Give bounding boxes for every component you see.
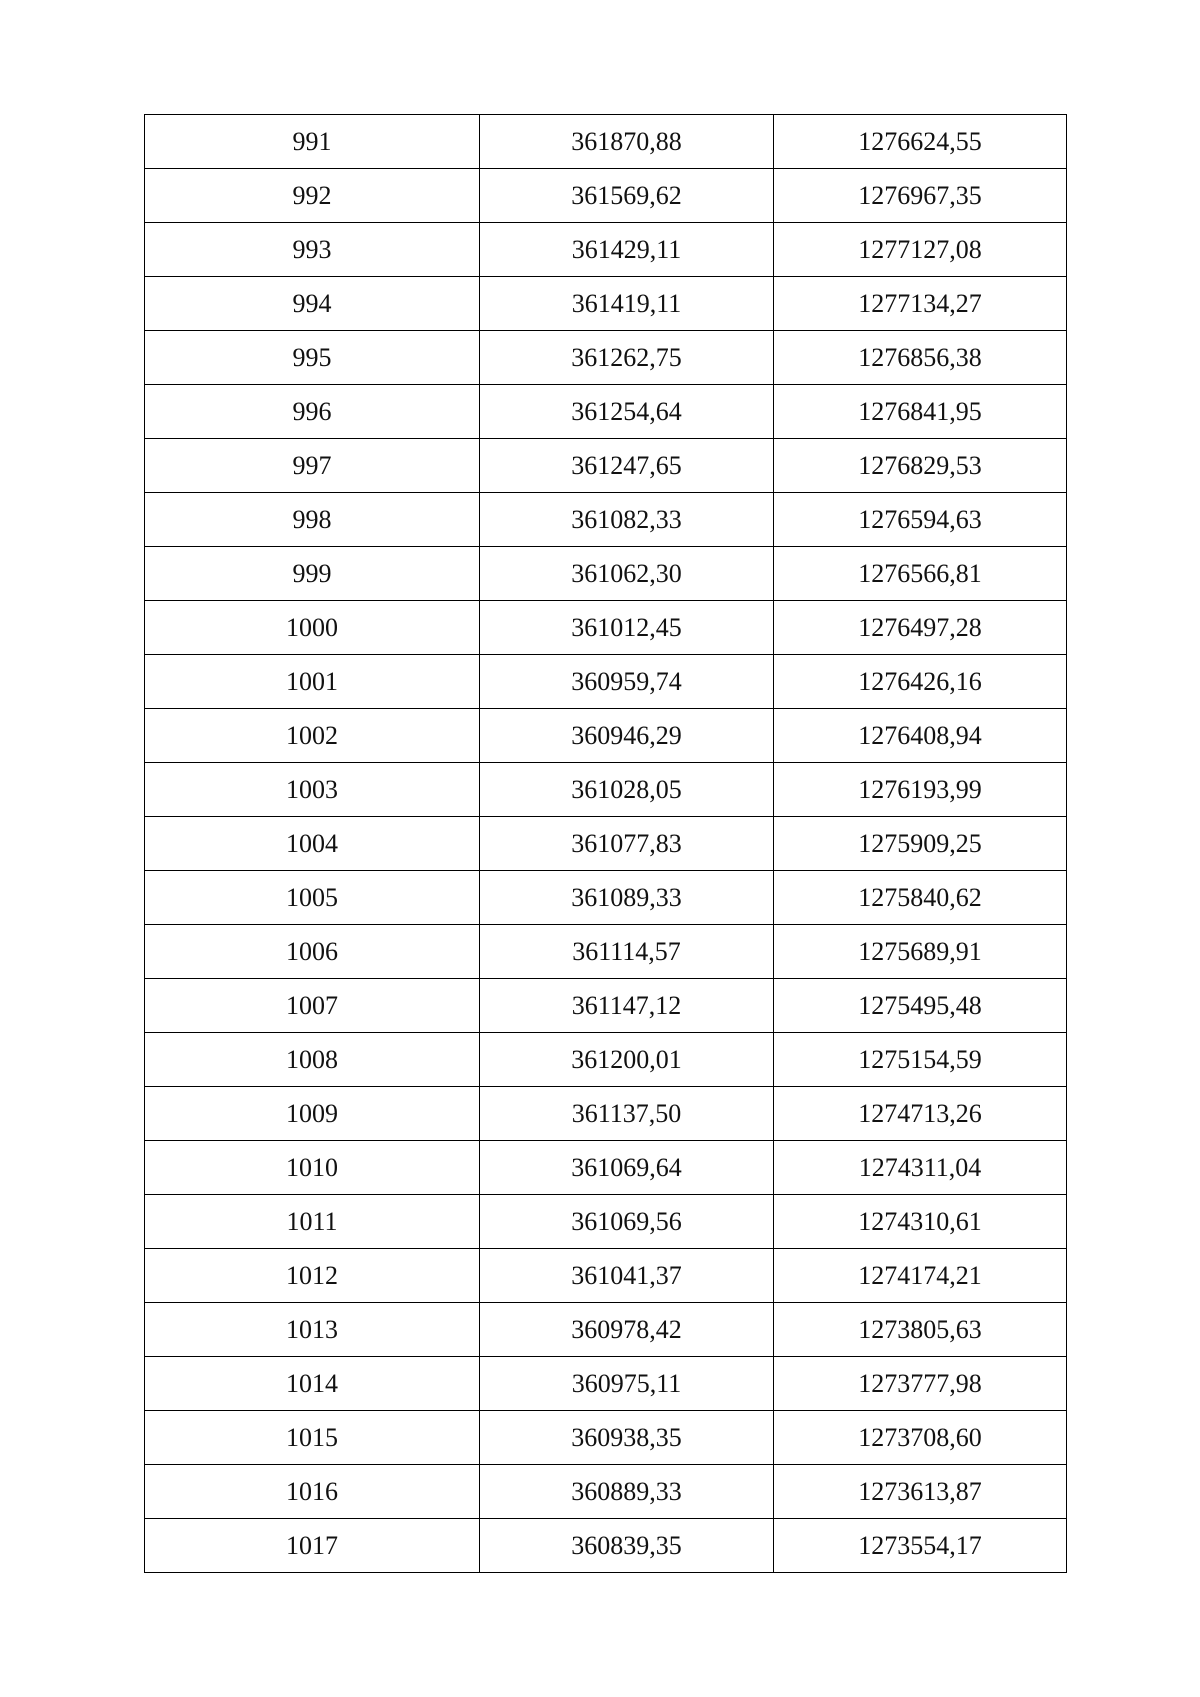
y-coordinate-cell: 1274311,04	[774, 1141, 1067, 1195]
point-number-cell: 1002	[145, 709, 480, 763]
table-row	[145, 817, 1067, 871]
table-row	[145, 1357, 1067, 1411]
y-coordinate-cell: 1276967,35	[774, 169, 1067, 223]
y-coordinate-cell: 1276566,81	[774, 547, 1067, 601]
x-coordinate-cell: 361137,50	[480, 1087, 774, 1141]
y-coordinate-cell: 1276594,63	[774, 493, 1067, 547]
point-number-cell: 1009	[145, 1087, 480, 1141]
table-row	[145, 709, 1067, 763]
y-coordinate-cell: 1273613,87	[774, 1465, 1067, 1519]
x-coordinate-cell: 360959,74	[480, 655, 774, 709]
x-coordinate-cell: 361114,57	[480, 925, 774, 979]
table-row	[145, 979, 1067, 1033]
y-coordinate-cell: 1276829,53	[774, 439, 1067, 493]
x-coordinate-cell: 361870,88	[480, 115, 774, 169]
y-coordinate-cell: 1275154,59	[774, 1033, 1067, 1087]
point-number-cell: 1000	[145, 601, 480, 655]
table-row	[145, 655, 1067, 709]
x-coordinate-cell: 361247,65	[480, 439, 774, 493]
point-number-cell: 1006	[145, 925, 480, 979]
y-coordinate-cell: 1277134,27	[774, 277, 1067, 331]
table-row	[145, 871, 1067, 925]
point-number-cell: 1013	[145, 1303, 480, 1357]
point-number-cell: 1012	[145, 1249, 480, 1303]
point-number-cell: 994	[145, 277, 480, 331]
x-coordinate-cell: 361419,11	[480, 277, 774, 331]
point-number-cell: 1004	[145, 817, 480, 871]
y-coordinate-cell: 1276624,55	[774, 115, 1067, 169]
point-number-cell: 1016	[145, 1465, 480, 1519]
y-coordinate-cell: 1274713,26	[774, 1087, 1067, 1141]
point-number-cell: 998	[145, 493, 480, 547]
point-number-cell: 997	[145, 439, 480, 493]
point-number-cell: 993	[145, 223, 480, 277]
x-coordinate-cell: 361254,64	[480, 385, 774, 439]
x-coordinate-cell: 361077,83	[480, 817, 774, 871]
y-coordinate-cell: 1276497,28	[774, 601, 1067, 655]
x-coordinate-cell: 361062,30	[480, 547, 774, 601]
y-coordinate-cell: 1275495,48	[774, 979, 1067, 1033]
point-number-cell: 999	[145, 547, 480, 601]
x-coordinate-cell: 360839,35	[480, 1519, 774, 1573]
y-coordinate-cell: 1274310,61	[774, 1195, 1067, 1249]
table-row	[145, 1033, 1067, 1087]
x-coordinate-cell: 360889,33	[480, 1465, 774, 1519]
x-coordinate-cell: 361569,62	[480, 169, 774, 223]
point-number-cell: 1010	[145, 1141, 480, 1195]
y-coordinate-cell: 1273708,60	[774, 1411, 1067, 1465]
point-number-cell: 1005	[145, 871, 480, 925]
table-row	[145, 1411, 1067, 1465]
table-row	[145, 1519, 1067, 1573]
x-coordinate-cell: 361069,56	[480, 1195, 774, 1249]
table-row	[145, 1087, 1067, 1141]
table-row	[145, 925, 1067, 979]
x-coordinate-cell: 361082,33	[480, 493, 774, 547]
x-coordinate-cell: 361147,12	[480, 979, 774, 1033]
y-coordinate-cell: 1277127,08	[774, 223, 1067, 277]
x-coordinate-cell: 361028,05	[480, 763, 774, 817]
table-row	[145, 1141, 1067, 1195]
table-row	[145, 169, 1067, 223]
y-coordinate-cell: 1275689,91	[774, 925, 1067, 979]
x-coordinate-cell: 361041,37	[480, 1249, 774, 1303]
coordinates-table-body	[145, 115, 1067, 1573]
point-number-cell: 1017	[145, 1519, 480, 1573]
y-coordinate-cell: 1276841,95	[774, 385, 1067, 439]
point-number-cell: 1014	[145, 1357, 480, 1411]
y-coordinate-cell: 1276193,99	[774, 763, 1067, 817]
point-number-cell: 1015	[145, 1411, 480, 1465]
point-number-cell: 1011	[145, 1195, 480, 1249]
table-row	[145, 547, 1067, 601]
x-coordinate-cell: 361012,45	[480, 601, 774, 655]
x-coordinate-cell: 361089,33	[480, 871, 774, 925]
point-number-cell: 995	[145, 331, 480, 385]
table-row	[145, 493, 1067, 547]
y-coordinate-cell: 1273554,17	[774, 1519, 1067, 1573]
y-coordinate-cell: 1275840,62	[774, 871, 1067, 925]
y-coordinate-cell: 1273805,63	[774, 1303, 1067, 1357]
y-coordinate-cell: 1276856,38	[774, 331, 1067, 385]
x-coordinate-cell: 361262,75	[480, 331, 774, 385]
table-row	[145, 1249, 1067, 1303]
point-number-cell: 1008	[145, 1033, 480, 1087]
point-number-cell: 1007	[145, 979, 480, 1033]
table-row	[145, 331, 1067, 385]
y-coordinate-cell: 1274174,21	[774, 1249, 1067, 1303]
point-number-cell: 1001	[145, 655, 480, 709]
y-coordinate-cell: 1276408,94	[774, 709, 1067, 763]
y-coordinate-cell: 1276426,16	[774, 655, 1067, 709]
x-coordinate-cell: 360946,29	[480, 709, 774, 763]
x-coordinate-cell: 361200,01	[480, 1033, 774, 1087]
table-row	[145, 385, 1067, 439]
table-row	[145, 1303, 1067, 1357]
coordinates-table	[144, 114, 1067, 1573]
x-coordinate-cell: 360978,42	[480, 1303, 774, 1357]
table-row	[145, 601, 1067, 655]
y-coordinate-cell: 1275909,25	[774, 817, 1067, 871]
table-row	[145, 115, 1067, 169]
point-number-cell: 991	[145, 115, 480, 169]
x-coordinate-cell: 360938,35	[480, 1411, 774, 1465]
table-row	[145, 763, 1067, 817]
table-row	[145, 439, 1067, 493]
point-number-cell: 996	[145, 385, 480, 439]
table-row	[145, 223, 1067, 277]
table-row	[145, 1465, 1067, 1519]
x-coordinate-cell: 361069,64	[480, 1141, 774, 1195]
point-number-cell: 992	[145, 169, 480, 223]
x-coordinate-cell: 360975,11	[480, 1357, 774, 1411]
point-number-cell: 1003	[145, 763, 480, 817]
x-coordinate-cell: 361429,11	[480, 223, 774, 277]
table-row	[145, 1195, 1067, 1249]
y-coordinate-cell: 1273777,98	[774, 1357, 1067, 1411]
table-row	[145, 277, 1067, 331]
